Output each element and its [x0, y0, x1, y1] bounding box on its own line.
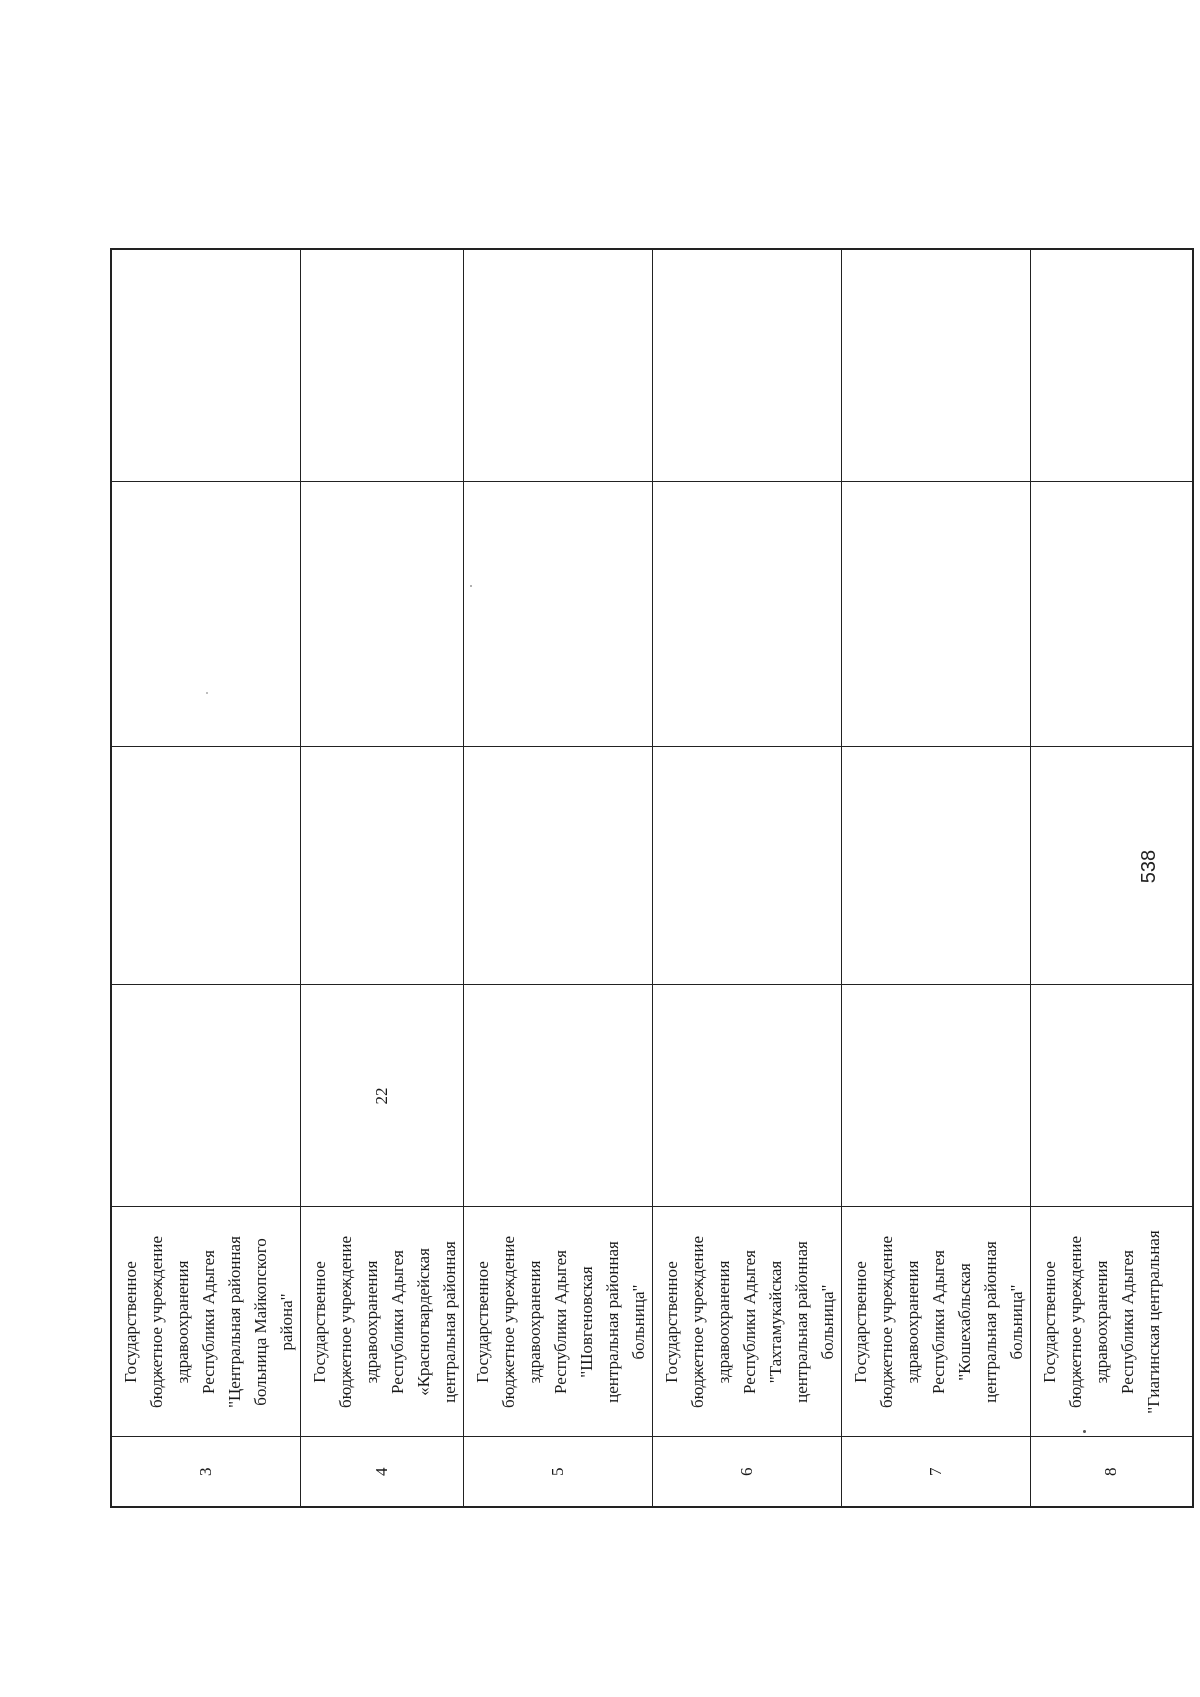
value-cell — [1031, 985, 1193, 1207]
value-cell: 22 — [301, 985, 464, 1207]
scan-speck — [1083, 1430, 1086, 1433]
empty-cell — [464, 482, 653, 747]
table-row — [842, 249, 1031, 1507]
empty-cell — [301, 747, 464, 985]
organization-name-cell: Государственное бюджетное учреждение здравоохранения Республики Адыгея "Тахтамукайская центральная районная больница" — [653, 1207, 842, 1437]
empty-cell — [1031, 482, 1193, 747]
empty-cell — [301, 482, 464, 747]
empty-cell — [1031, 249, 1193, 482]
row-number-cell: 3 — [111, 1437, 301, 1507]
empty-cell — [653, 747, 842, 985]
organization-name-cell: Государственное бюджетное учреждение здравоохранения Республики Адыгея "Гиагинская центральная — [1031, 1207, 1193, 1437]
organization-name-cell: Государственное бюджетное учреждение здравоохранения Республики Адыгея "Кошехабльская центральная районная больница" — [842, 1207, 1031, 1437]
organization-name-cell: Государственное бюджетное учреждение здравоохранения Республики Адыгея «Красногвардейская центральная районная — [301, 1207, 464, 1437]
empty-cell — [301, 249, 464, 482]
value-cell — [464, 985, 653, 1207]
empty-cell — [1031, 747, 1193, 985]
empty-cell — [842, 747, 1031, 985]
value-cell — [653, 985, 842, 1207]
empty-cell — [653, 482, 842, 747]
table-row — [653, 249, 842, 1507]
row-number-cell: 4 — [301, 1437, 464, 1507]
value-cell — [842, 985, 1031, 1207]
empty-cell — [111, 249, 301, 482]
empty-cell — [842, 482, 1031, 747]
document-table — [110, 248, 1194, 1508]
value-cell — [111, 985, 301, 1207]
table-row — [301, 249, 464, 1507]
row-number-cell: 7 — [842, 1437, 1031, 1507]
empty-cell — [842, 249, 1031, 482]
empty-cell — [111, 482, 301, 747]
scan-speck — [206, 692, 208, 694]
empty-cell — [464, 747, 653, 985]
scan-speck — [470, 585, 472, 587]
table-row — [1031, 249, 1193, 1507]
empty-cell — [464, 249, 653, 482]
organization-name-cell: Государственное бюджетное учреждение здравоохранения Республики Адыгея "Центральная районная больница Майкопского района" — [111, 1207, 301, 1437]
row-number-cell: 8 — [1031, 1437, 1193, 1507]
table-body — [111, 249, 1193, 1507]
empty-cell — [653, 249, 842, 482]
organization-name-cell: Государственное бюджетное учреждение здравоохранения Республики Адыгея "Шовгеновская центральная районная больница" — [464, 1207, 653, 1437]
row-number-cell: 6 — [653, 1437, 842, 1507]
page-number: 538 — [1138, 849, 1161, 884]
table-row — [111, 249, 301, 1507]
empty-cell — [111, 747, 301, 985]
table-row — [464, 249, 653, 1507]
row-number-cell: 5 — [464, 1437, 653, 1507]
